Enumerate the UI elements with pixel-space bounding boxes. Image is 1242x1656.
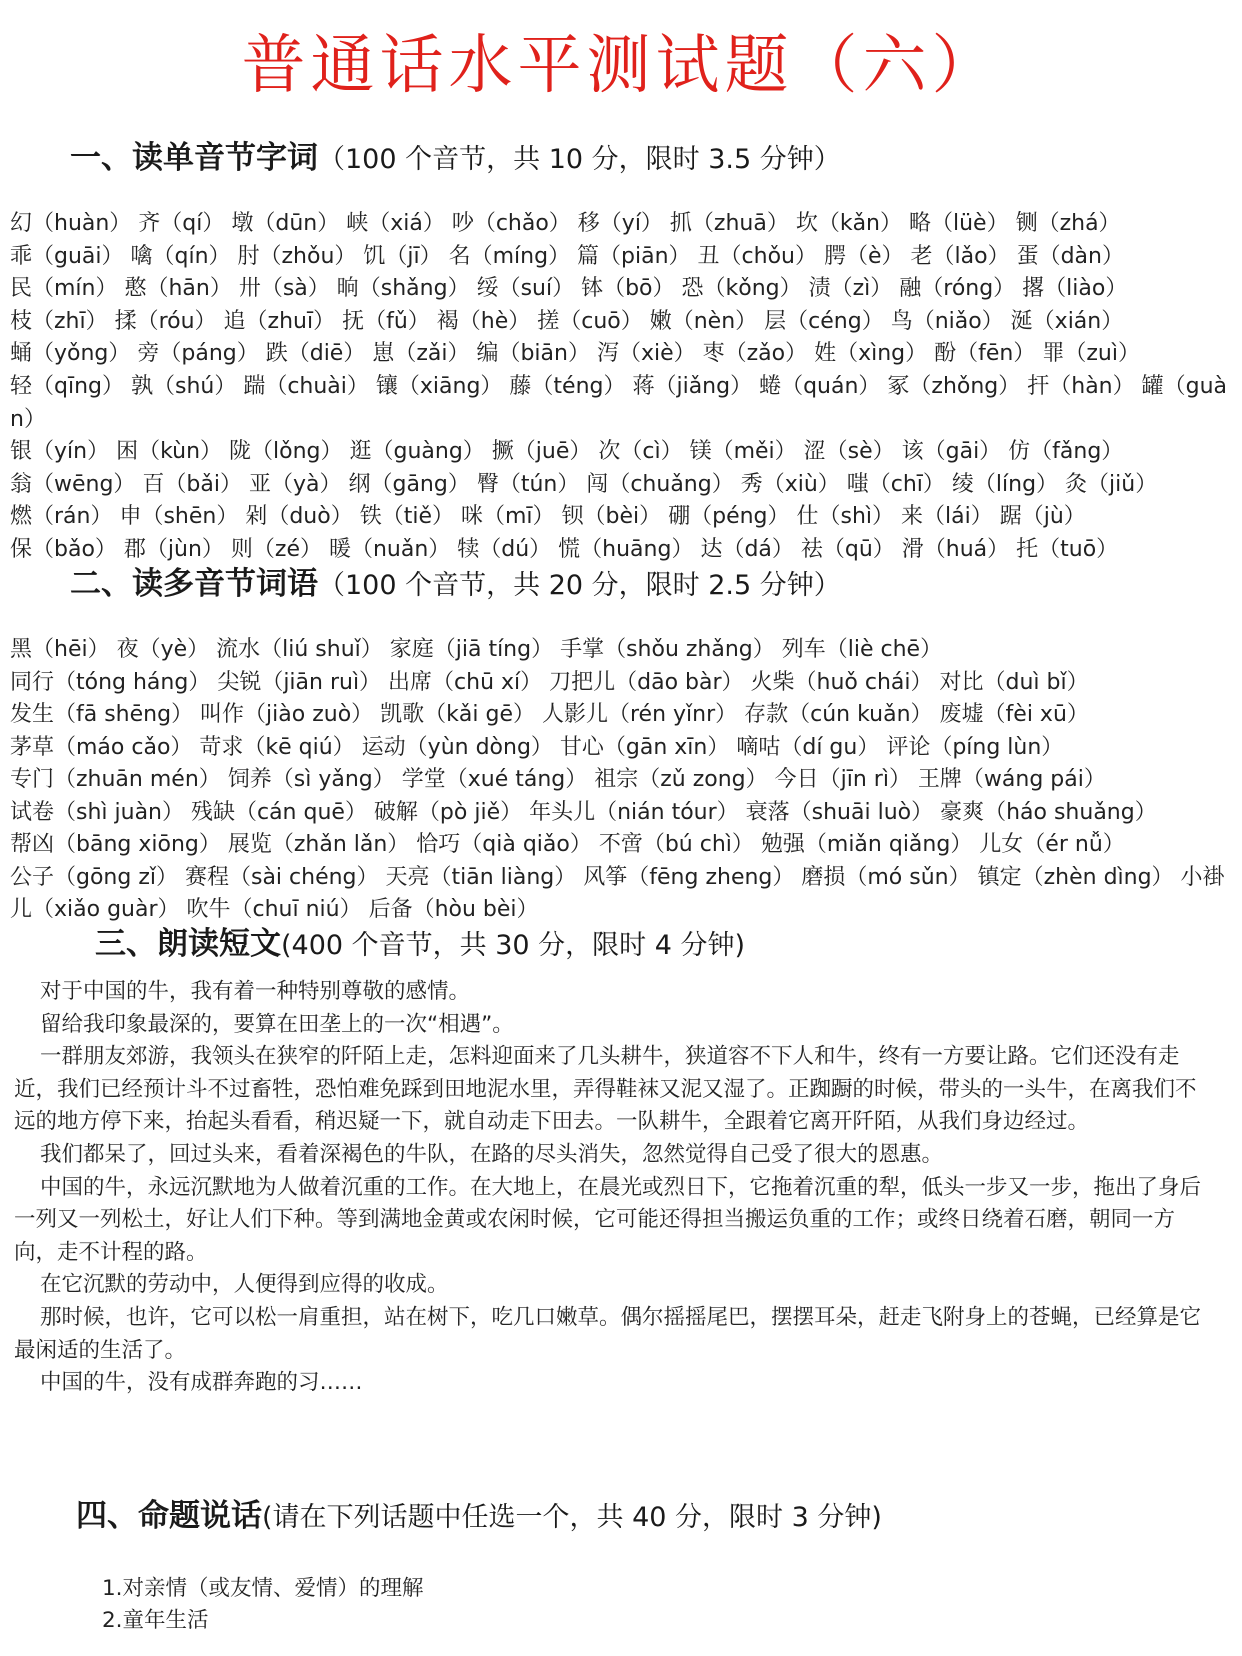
- section1-heading: [70, 138, 841, 180]
- reading-passage: [14, 976, 1214, 1400]
- phrase-line: 同行（tóng háng） 尖锐（jiān ruì） 出席（chū xí） 刀把儿（dāo bàr） 火柴（huǒ chái） 对比（duì bǐ）: [10, 669, 1089, 695]
- word-line: 保（bǎo） 郡（jùn） 则（zé） 暖（nuǎn） 犊（dú） 慌（huāng） 达（dá） 祛（qū） 滑（huá） 托（tuō）: [10, 536, 1119, 562]
- word-line: 枝（zhī） 揉（róu） 追（zhuī） 抚（fǔ） 褐（hè） 搓（cuō） 嫩（nèn） 层（céng） 鸟（niǎo） 涎（xián）: [10, 308, 1124, 334]
- passage-paragraph: 那时候，也许，它可以松一肩重担，站在树下，吃几口嫩草。偶尔摇摇尾巴，摆摆耳朵，赶走飞附身上的苍蝇，已经算是它最闲适的生活了。: [14, 1304, 1202, 1363]
- phrase-line: 黑（hēi） 夜（yè） 流水（liú shuǐ） 家庭（jiā tíng） 手掌（shǒu zhǎng） 列车（liè chē）: [10, 637, 943, 662]
- phrase-line: 公子（gōng zǐ） 赛程（sài chéng） 天亮（tiān liàng） 风筝（fēng zheng） 磨损（mó sǔn） 镇定（zhèn dìng） 小褂儿（xiǎo guàr） 吹牛（chuī niú） 后备（hòu bèi）: [10, 864, 1225, 922]
- section4-note: (请在下列话题中任选一个，共 40 分，限时 3 分钟): [262, 1502, 882, 1533]
- word-line: 蛹（yǒng） 旁（páng） 跌（diē） 崽（zǎi） 编（biān） 泻（xiè） 枣（zǎo） 姓（xìng） 酚（fēn） 罪（zuì）: [10, 341, 1140, 367]
- section1-title: 一、读单音节字词: [70, 140, 318, 176]
- section2-title: 二、读多音节词语: [70, 566, 318, 602]
- word-line: 乖（guāi） 噙（qín） 肘（zhǒu） 饥（jī） 名（míng） 篇（piān） 丑（chǒu） 腭（è） 老（lǎo） 蛋（dàn）: [10, 243, 1124, 269]
- section2-note: （100 个音节，共 20 分，限时 2.5 分钟）: [318, 570, 841, 601]
- section4-title: 四、命题说话: [76, 1498, 262, 1534]
- phrase-line: 发生（fā shēng） 叫作（jiào zuò） 凯歌（kǎi gē） 人影儿（rén yǐnr） 存款（cún kuǎn） 废墟（fèi xū）: [10, 702, 1089, 727]
- topic-item: 2.童年生活: [102, 1608, 209, 1633]
- passage-paragraph: 中国的牛，永远沉默地为人做着沉重的工作。在大地上，在晨光或烈日下，它拖着沉重的犁，低头一步又一步，拖出了身后一列又一列松土，好让人们下种。等到满地金黄或农闲时候，它可能还得担当搬运负重的工作；或终日绕着石磨，朝同一方向，走不计程的路。: [14, 1174, 1202, 1265]
- section3-title: 三、朗读短文: [95, 926, 281, 962]
- passage-paragraph: 中国的牛，没有成群奔跑的习……: [40, 1370, 363, 1396]
- phrase-line: 帮凶（bāng xiōng） 展览（zhǎn lǎn） 恰巧（qià qiǎo） 不啻（bú chì） 勉强（miǎn qiǎng） 儿女（ér nǚ）: [10, 832, 1125, 857]
- word-line: 幻（huàn） 齐（qí） 墩（dūn） 峡（xiá） 吵（chǎo） 移（yí） 抓（zhuā） 坎（kǎn） 略（lüè） 铡（zhá）: [10, 211, 1121, 236]
- passage-paragraph: 一群朋友郊游，我领头在狭窄的阡陌上走，怎料迎面来了几头耕牛，狭道容不下人和牛，终有一方要让路。它们还没有走近，我们已经预计斗不过畜牲，恐怕难免踩到田地泥水里，弄得鞋袜又泥又湿了。正踟蹰的时候，带头的一头牛，在离我们不远的地方停下来，抬起头看看，稍迟疑一下，就自动走下田去。一队耕牛，全跟着它离开阡陌，从我们身边经过。: [14, 1044, 1197, 1135]
- section3-note: (400 个音节，共 30 分，限时 4 分钟): [281, 930, 746, 961]
- word-line: 翁（wēng） 百（bǎi） 亚（yà） 纲（gāng） 臀（tún） 闯（chuǎng） 秀（xiù） 嗤（chī） 绫（líng） 灸（jiǔ）: [10, 471, 1158, 497]
- section1-word-list: [10, 208, 1232, 567]
- topic-list: [102, 1573, 424, 1637]
- phrase-line: 试卷（shì juàn） 残缺（cán quē） 破解（pò jiě） 年头儿（nián tóur） 衰落（shuāi luò） 豪爽（háo shuǎng）: [10, 799, 1157, 825]
- word-line: 民（mín） 憨（hān） 卅（sà） 晌（shǎng） 绥（suí） 钵（bō） 恐（kǒng） 渍（zì） 融（róng） 撂（liào）: [10, 276, 1128, 302]
- word-line: 银（yín） 困（kùn） 陇（lǒng） 逛（guàng） 撅（juē） 次（cì） 镁（měi） 涩（sè） 该（gāi） 仿（fǎng）: [10, 439, 1124, 465]
- section2-word-list: [10, 634, 1232, 927]
- section3-heading: [95, 924, 745, 966]
- passage-paragraph: 留给我印象最深的，要算在田垄上的一次“相遇”。: [40, 1011, 514, 1037]
- page-title: 普通话水平测试题（六）: [241, 29, 1001, 103]
- word-line: 燃（rán） 申（shēn） 剁（duò） 铁（tiě） 咪（mī） 钡（bèi） 硼（péng） 仕（shì） 来（lái） 踞（jù）: [10, 504, 1086, 530]
- passage-paragraph: 对于中国的牛，我有着一种特别尊敬的感情。: [40, 979, 471, 1004]
- word-line: 轻（qīng） 孰（shú） 踹（chuài） 镶（xiāng） 藤（téng） 蒋（jiǎng） 蜷（quán） 冢（zhǒng） 扞（hàn） 罐（guàn）: [10, 373, 1228, 432]
- passage-paragraph: 我们都呆了，回过头来，看着深褐色的牛队，在路的尽头消失，忽然觉得自己受了很大的恩惠。: [40, 1141, 944, 1167]
- section1-note: （100 个音节，共 10 分，限时 3.5 分钟）: [318, 144, 841, 175]
- section2-heading: [70, 564, 841, 606]
- phrase-line: 专门（zhuān mén） 饲养（sì yǎng） 学堂（xué táng） 祖宗（zǔ zong） 今日（jīn rì） 王牌（wáng pái）: [10, 767, 1106, 792]
- section4-heading: [76, 1496, 882, 1538]
- passage-paragraph: 在它沉默的劳动中，人便得到应得的收成。: [40, 1272, 449, 1298]
- phrase-line: 茅草（máo cǎo） 苛求（kē qiú） 运动（yùn dòng） 甘心（gān xīn） 嘀咕（dí gu） 评论（píng lùn）: [10, 734, 1064, 760]
- topic-item: 1.对亲情（或友情、爱情）的理解: [102, 1576, 424, 1601]
